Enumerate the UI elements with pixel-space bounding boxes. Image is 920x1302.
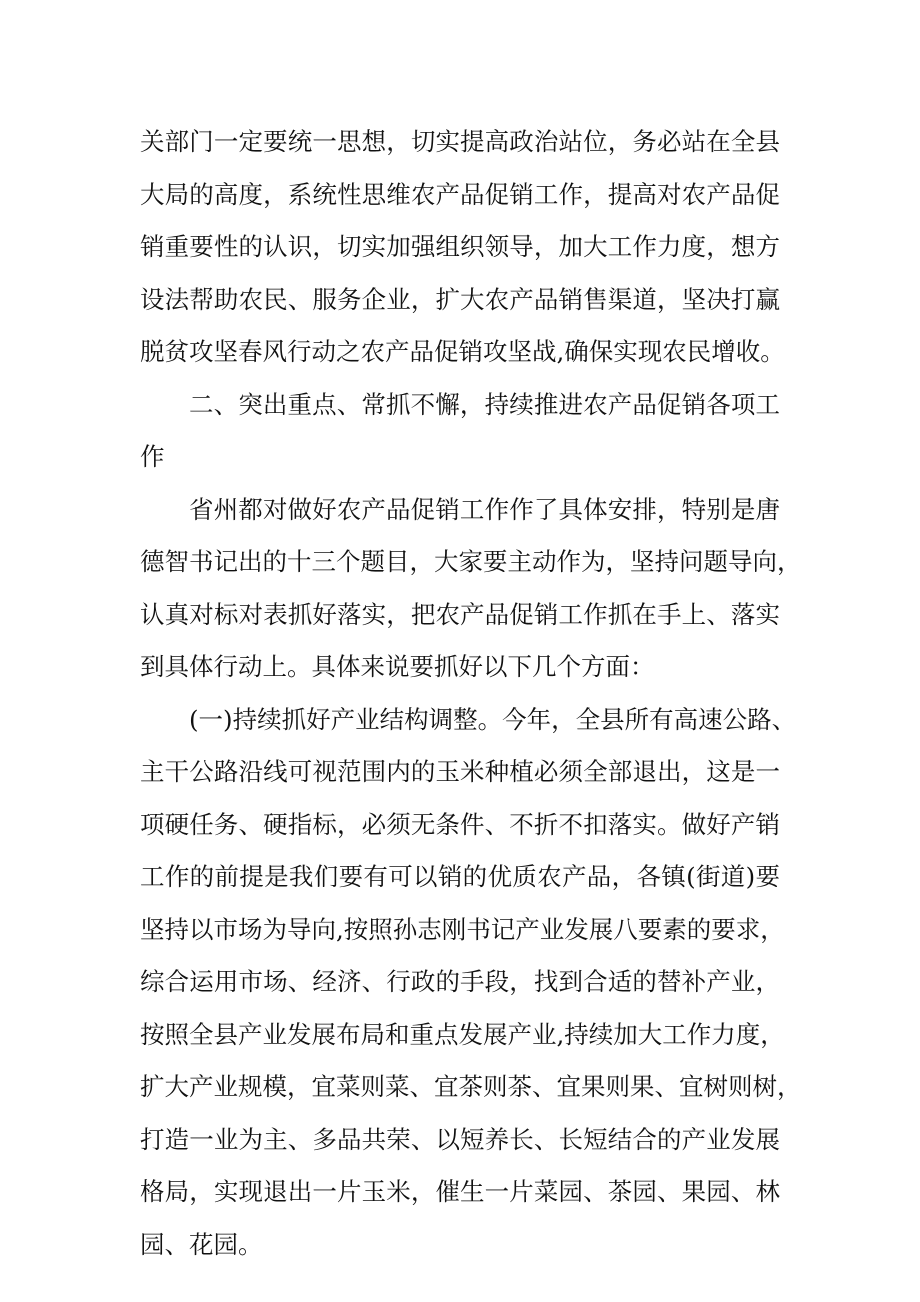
text-line: 省州都对做好农产品促销工作作了具体安排，特别是唐 [189, 494, 780, 524]
section-heading-line: 作 [140, 442, 165, 471]
text-line: 坚持以市场为导向,按照孙志刚书记产业发展八要素的要求， [140, 914, 785, 944]
text-line: 打造一业为主、多品共荣、以短养长、长短结合的产业发展 [140, 1124, 780, 1154]
text-line: (一)持续抓好产业结构调整。今年，全县所有高速公路、 [189, 704, 797, 734]
text-line: 德智书记出的十三个题目，大家要主动作为，坚持问题导向， [140, 547, 802, 576]
text-line: 扩大产业规模，宜菜则菜、宜茶则茶、宜果则果、宜树则树， [140, 1072, 802, 1101]
text-line: 认真对标对表抓好落实，把农产品促销工作抓在手上、落实 [140, 599, 780, 629]
text-line: 大局的高度，系统性思维农产品促销工作，提高对农产品促 [140, 179, 780, 209]
text-line: 综合运用市场、经济、行政的手段，找到合适的替补产业， [140, 967, 780, 996]
text-line: 按照全县产业发展布局和重点发展产业,持续加大工作力度， [140, 1019, 785, 1049]
text-line: 关部门一定要统一思想，切实提高政治站位，务必站在全县 [140, 127, 780, 156]
text-line: 工作的前提是我们要有可以销的优质农产品，各镇(街道)要 [140, 862, 780, 891]
text-line: 格局，实现退出一片玉米，催生一片菜园、茶园、果园、林 [140, 1177, 780, 1206]
document-page [140, 116, 802, 1271]
text-line: 项硬任务、硬指标，必须无条件、不折不扣落实。做好产销 [140, 809, 780, 839]
text-line: 主干公路沿线可视范围内的玉米种植必须全部退出，这是一 [140, 757, 780, 786]
section-heading-line: 二、突出重点、常抓不懈，持续推进农产品促销各项工 [189, 389, 780, 419]
text-line: 脱贫攻坚春风行动之农产品促销攻坚战,确保实现农民增收。 [140, 337, 785, 366]
text-line: 园、花园。 [140, 1229, 263, 1259]
text-line: 到具体行动上。具体来说要抓好以下几个方面： [140, 652, 655, 681]
text-line: 销重要性的认识，切实加强组织领导，加大工作力度，想方 [140, 232, 780, 261]
text-line: 设法帮助农民、服务企业，扩大农产品销售渠道，坚决打赢 [140, 284, 780, 314]
